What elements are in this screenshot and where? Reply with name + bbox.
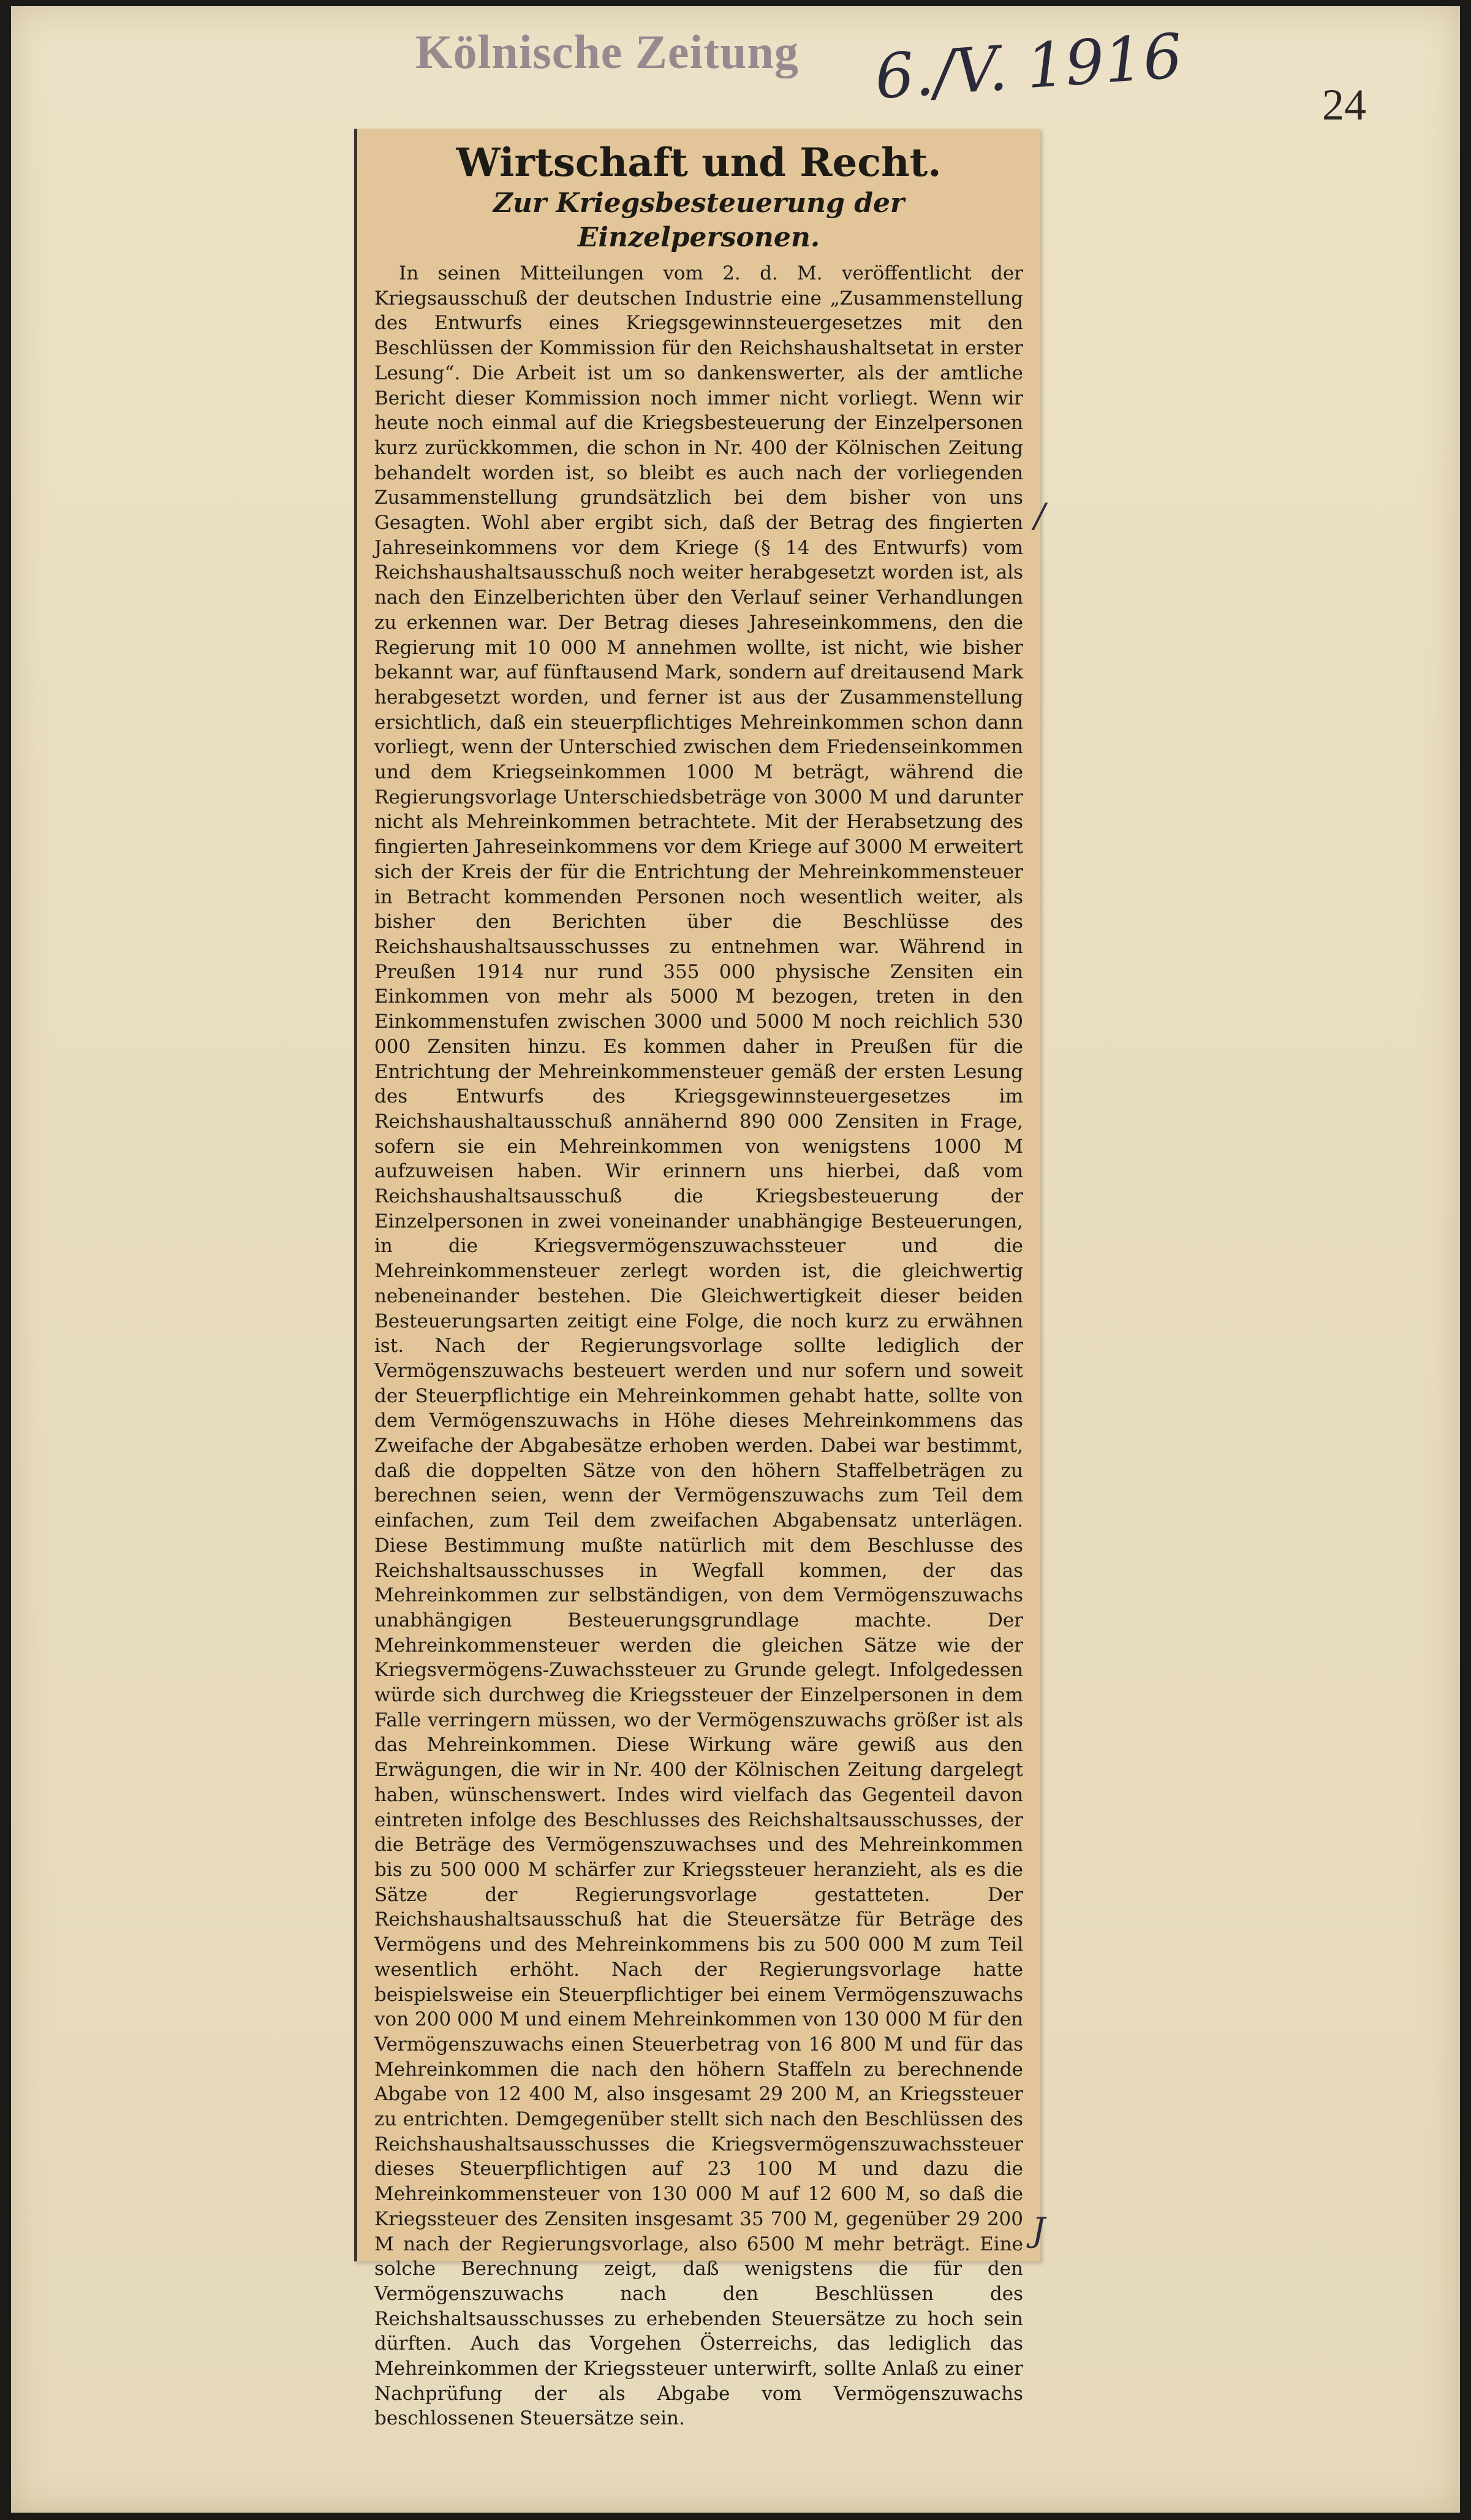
newspaper-clipping (354, 129, 1045, 2430)
pencil-mark-upper: / (1034, 496, 1045, 535)
article-body: In seinen Mitteilungen vom 2. d. M. veröffentlicht der Kriegsausschuß der deutschen Industrie eine „Zusammenstellung des Entwurfs eines Kriegsgewinnsteuergesetzes mit den Beschlüssen der Kommission für den Reichshaushaltsetat in erster Lesung“. Die Arbeit ist um so dankenswerter, als der amtliche Bericht dieser Kommission noch immer nicht vorliegt. Wenn wir heute noch einmal auf die Kriegsbesteuerung der Einzelpersonen kurz zurückkommen, die schon in Nr. 400 der Kölnischen Zeitung behandelt worden ist, so bleibt es auch nach der vorliegenden Zusammenstellung grundsätzlich bei dem bisher von uns Gesagten. Wohl aber ergibt sich, daß der Betrag des fingierten Jahreseinkommens vor dem Kriege (§ 14 des Entwurfs) vom Reichshaushaltsausschuß noch weiter herabgesetzt worden ist, als nach den Einzelberichten über den Verlauf seiner Verhandlungen zu erkennen war. Der Betrag dieses Jahreseinkommens, den die Regierung mit 10 000 M annehmen wollte, ist nicht, wie bisher bekannt war, auf fünftausend Mark, sondern auf dreitausend Mark herabgesetzt worden, und ferner ist aus der Zusammenstellung ersichtlich, daß ein steuerpflichtiges Mehreinkommen schon dann vorliegt, wenn der Unterschied zwischen dem Friedenseinkommen und dem Kriegseinkommen 1000 M beträgt, während die Regierungsvorlage Unterschiedsbeträge von 3000 M und darunter nicht als Mehreinkommen betrachtete. Mit der Herabsetzung des fingierten Jahreseinkommens vor dem Kriege auf 3000 M erweitert sich der Kreis der für die Entrichtung der Mehreinkommensteuer in Betracht kommenden Personen noch wesentlich weiter, als bisher den Berichten über die Beschlüsse des Reichshaushaltsausschusses zu entnehmen war. Während in Preußen 1914 nur rund 355 000 physische Zensiten ein Einkommen von mehr als 5000 M bezogen, treten in den Einkommenstufen zwischen 3000 und 5000 M noch reichlich 530 000 Zensiten hinzu. Es kommen daher in Preußen für die Entrichtung der Mehreinkommensteuer gemäß der ersten Lesung des Entwurfs des Kriegsgewinnsteuergesetzes im Reichshaushaltausschuß annähernd 890 000 Zensiten in Frage, sofern sie ein Mehreinkommen von wenigstens 1000 M aufzuweisen haben. Wir erinnern uns hierbei, daß vom Reichshaushaltsausschuß die Kriegsbesteuerung der Einzelpersonen in zwei voneinander unabhängige Besteuerungen, in die Kriegsvermögenszuwachssteuer und die Mehreinkommensteuer zerlegt worden ist, die gleichwertig nebeneinander bestehen. Die Gleichwertigkeit dieser beiden Besteuerungsarten zeitigt eine Folge, die noch kurz zu erwähnen ist. Nach der Regierungsvorlage sollte lediglich der Vermögenszuwachs besteuert werden und nur sofern und soweit der Steuerpflichtige ein Mehreinkommen gehabt hatte, sollte von dem Vermögenszuwachs in Höhe dieses Mehreinkommens das Zweifache der Abgabesätze erhoben werden. Dabei war bestimmt, daß die doppelten Sätze von den höhern Staffelbeträgen zu berechnen seien, wenn der Vermögenszuwachs zum Teil dem einfachen, zum Teil dem zweifachen Abgabensatz unterlägen. Diese Bestimmung mußte natürlich mit dem Beschlusse des Reichshaltsausschusses in Wegfall kommen, der das Mehreinkommen zur selbständigen, von dem Vermögenszuwachs unabhängigen Besteuerungsgrundlage machte. Der Mehreinkommensteuer werden die gleichen Sätze wie der Kriegsvermögens-Zuwachssteuer zu Grunde gelegt. Infolgedessen würde sich durchweg die Kriegssteuer der Einzelpersonen in dem Falle verringern müssen, wo der Vermögenszuwachs größer ist als das Mehreinkommen. Diese Wirkung wäre gewiß aus den Erwägungen, die wir in Nr. 400 der Kölnischen Zeitung dargelegt haben, wünschenswert. Indes wird vielfach das Gegenteil davon eintreten infolge des Beschlusses des Reichshaltsausschusses, der die Beträge des Vermögenszuwachses und des Mehreinkommen bis zu 500 000 M schärfer zur Kriegssteuer heranzieht, als es die Sätze der Regierungsvorlage gestatteten. Der Reichshaushaltsausschuß hat die Steuersätze für Beträge des Vermögens und des Mehreinkommens bis zu 500 000 M zum Teil wesentlich erhöht. Nach der Regierungsvorlage hatte beispielsweise ein Steuerpflichtiger bei einem Vermögenszuwachs von 200 000 M und einem Mehreinkommen von 130 000 M für den Vermögenszuwachs einen Steuerbetrag von 16 800 M und für das Mehreinkommen die nach den höhern Staffeln zu berechnende Abgabe von 12 400 M, also insgesamt 29 200 M, an Kriegssteuer zu entrichten. Demgegenüber stellt sich nach den Beschlüssen des Reichshaushaltsausschusses die Kriegsvermögenszuwachssteuer dieses Steuerpflichtigen auf 23 100 M und dazu die Mehreinkommensteuer von 130 000 M auf 12 600 M, so daß die Kriegssteuer des Zensiten insgesamt 35 700 M, gegenüber 29 200 M nach der Regierungsvorlage, also 6500 M mehr beträgt. Eine solche Berechnung zeigt, daß wenigstens die für den Vermögenszuwachs nach den Beschlüssen des Reichshaltsausschusses zu erhebenden Steuersätze zu hoch sein dürften. Auch das Vorgehen Österreichs, das lediglich das Mehreinkommen der Kriegssteuer unterwirft, sollte Anlaß zu einer Nachprüfung der als Abgabe vom Vermögenszuwachs beschlossenen Steuersätze sein. (374, 262, 1023, 2430)
page-number: 24 (1322, 80, 1366, 129)
pencil-mark-lower: J (1032, 2211, 1045, 2249)
article-title: Wirtschaft und Recht. (456, 140, 942, 186)
article-subtitle: Zur Kriegsbesteuerung der Einzelpersonen. (493, 188, 905, 253)
newspaper-name-stamp: Kölnische Zeitung (415, 25, 799, 78)
archive-sheet (11, 6, 1460, 2513)
handwritten-date: 6./V. 1916 (872, 20, 1185, 113)
